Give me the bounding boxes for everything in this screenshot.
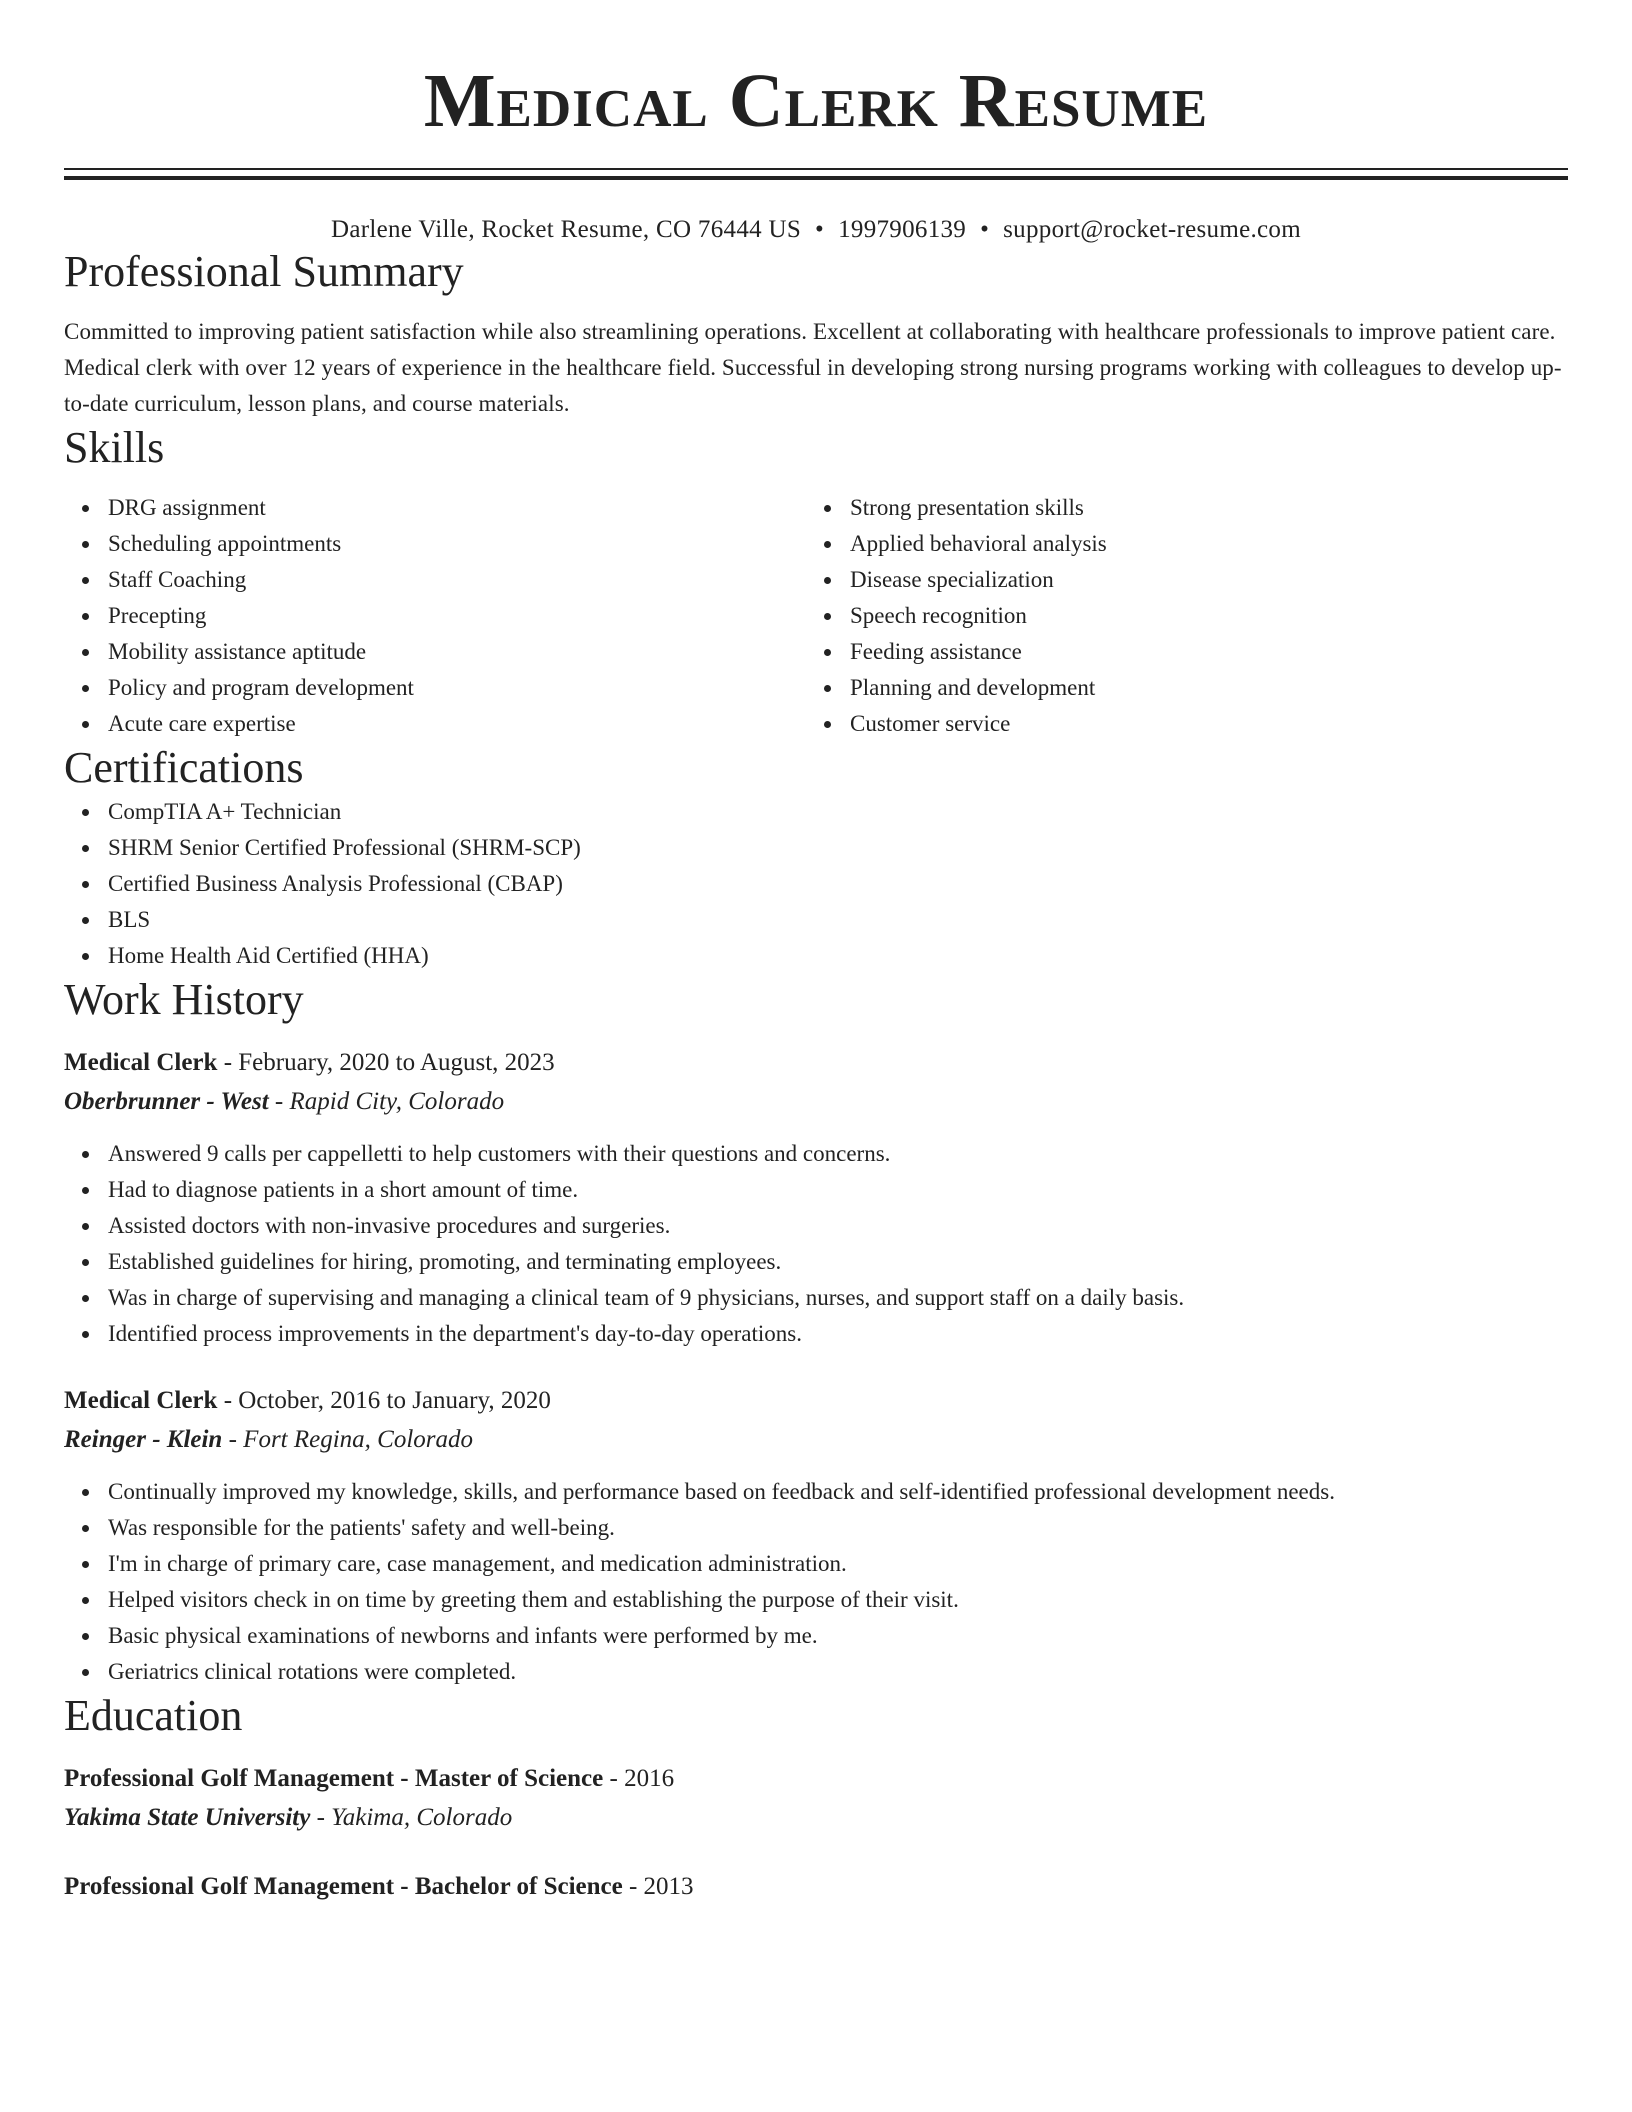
employer-location: Fort Regina, Colorado	[243, 1426, 474, 1453]
job-entry	[64, 1382, 1568, 1690]
work-history-heading: Work History	[64, 975, 304, 1024]
job-title-line: Medical Clerk - February, 2020 to August, 2023	[64, 1049, 555, 1076]
job-duty: Helped visitors check in on time by greeting them and establishing the purpose of their visit.	[64, 1582, 1568, 1618]
skills-grid	[64, 490, 1568, 742]
certification-item: CompTIA A+ Technician	[64, 794, 1568, 830]
skill-item: Planning and development	[806, 670, 1548, 706]
degree-year: 2016	[624, 1765, 675, 1792]
job-dates: February, 2020 to August, 2023	[238, 1049, 555, 1076]
contact-phone: 1997906139	[838, 216, 967, 243]
employer-name: Oberbrunner - West	[64, 1088, 269, 1115]
summary-heading: Professional Summary	[64, 247, 464, 296]
contact-separator: •	[980, 216, 990, 243]
job-duty: Basic physical examinations of newborns and infants were performed by me.	[64, 1618, 1568, 1654]
job-title-line: Medical Clerk - October, 2016 to January, 2020	[64, 1387, 551, 1414]
skill-item: Disease specialization	[806, 562, 1548, 598]
contact-email: support@rocket-resume.com	[1003, 216, 1301, 243]
skills-list-right	[806, 490, 1548, 742]
job-title: Medical Clerk	[64, 1049, 218, 1076]
job-duty: I'm in charge of primary care, case management, and medication administration.	[64, 1546, 1568, 1582]
job-duties-list	[64, 1136, 1568, 1352]
certifications-heading: Certifications	[64, 743, 304, 792]
skill-item: Customer service	[806, 706, 1548, 742]
degree-name: Professional Golf Management - Master of Science	[64, 1765, 604, 1792]
degree-line: Professional Golf Management - Master of Science - 2016	[64, 1765, 675, 1792]
employer-location: Rapid City, Colorado	[289, 1088, 505, 1115]
skill-item: Acute care expertise	[64, 706, 806, 742]
employer-line: Reinger - Klein - Fort Regina, Colorado	[64, 1426, 474, 1453]
certification-item: Home Health Aid Certified (HHA)	[64, 938, 1568, 974]
title-rule-thin	[64, 168, 1568, 170]
resume-title: Medical Clerk Resume	[423, 59, 1209, 143]
skill-item: Speech recognition	[806, 598, 1548, 634]
school-line: Yakima State University - Yakima, Colorado	[64, 1804, 513, 1831]
skill-item: Staff Coaching	[64, 562, 806, 598]
skill-item: Policy and program development	[64, 670, 806, 706]
summary-text: Committed to improving patient satisfaction while also streamlining operations. Excellent at collaborating with healthcare professionals to improve patient care. Medical clerk with over 12 years of experience in the healthcare field. Successful in developing strong nursing programs working with colleagues to develop up-to-date curriculum, lesson plans, and course materials.	[64, 319, 1562, 416]
job-title: Medical Clerk	[64, 1387, 218, 1414]
degree-year: 2013	[643, 1873, 694, 1900]
skill-item: Feeding assistance	[806, 634, 1548, 670]
job-duty: Answered 9 calls per cappelletti to help customers with their questions and concerns.	[64, 1136, 1568, 1172]
job-duty: Geriatrics clinical rotations were completed.	[64, 1654, 1568, 1690]
job-duty: Assisted doctors with non-invasive procedures and surgeries.	[64, 1208, 1568, 1244]
title-rule-thick	[64, 176, 1568, 180]
school-location: Yakima, Colorado	[331, 1804, 513, 1831]
education-entry	[64, 1868, 1568, 1906]
contact-separator: •	[815, 216, 825, 243]
contact-address: Darlene Ville, Rocket Resume, CO 76444 US	[331, 216, 802, 243]
job-dates: October, 2016 to January, 2020	[238, 1387, 551, 1414]
job-duty: Was responsible for the patients' safety and well-being.	[64, 1510, 1568, 1546]
certification-item: SHRM Senior Certified Professional (SHRM-SCP)	[64, 830, 1568, 866]
job-entry	[64, 1044, 1568, 1352]
school-name: Yakima State University	[64, 1804, 311, 1831]
skills-list-left	[64, 490, 806, 742]
job-duty: Had to diagnose patients in a short amount of time.	[64, 1172, 1568, 1208]
employer-line: Oberbrunner - West - Rapid City, Colorado	[64, 1088, 505, 1115]
job-duty: Was in charge of supervising and managing a clinical team of 9 physicians, nurses, and support staff on a daily basis.	[64, 1280, 1568, 1316]
skill-item: Strong presentation skills	[806, 490, 1548, 526]
skill-item: Mobility assistance aptitude	[64, 634, 806, 670]
skill-item: DRG assignment	[64, 490, 806, 526]
job-duty: Continually improved my knowledge, skills, and performance based on feedback and self-identified professional development needs.	[64, 1474, 1568, 1510]
certification-item: Certified Business Analysis Professional (CBAP)	[64, 866, 1568, 902]
certification-item: BLS	[64, 902, 1568, 938]
skill-item: Scheduling appointments	[64, 526, 806, 562]
certifications-list	[64, 794, 1568, 974]
degree-line: Professional Golf Management - Bachelor of Science - 2013	[64, 1873, 694, 1900]
job-duty: Established guidelines for hiring, promoting, and terminating employees.	[64, 1244, 1568, 1280]
skill-item: Applied behavioral analysis	[806, 526, 1548, 562]
contact-line	[64, 214, 1568, 246]
job-duties-list	[64, 1474, 1568, 1690]
education-entry	[64, 1760, 1568, 1838]
degree-name: Professional Golf Management - Bachelor of Science	[64, 1873, 623, 1900]
employer-name: Reinger - Klein	[64, 1426, 223, 1453]
job-duty: Identified process improvements in the department's day-to-day operations.	[64, 1316, 1568, 1352]
skills-heading: Skills	[64, 423, 165, 472]
skill-item: Precepting	[64, 598, 806, 634]
education-heading: Education	[64, 1691, 243, 1740]
